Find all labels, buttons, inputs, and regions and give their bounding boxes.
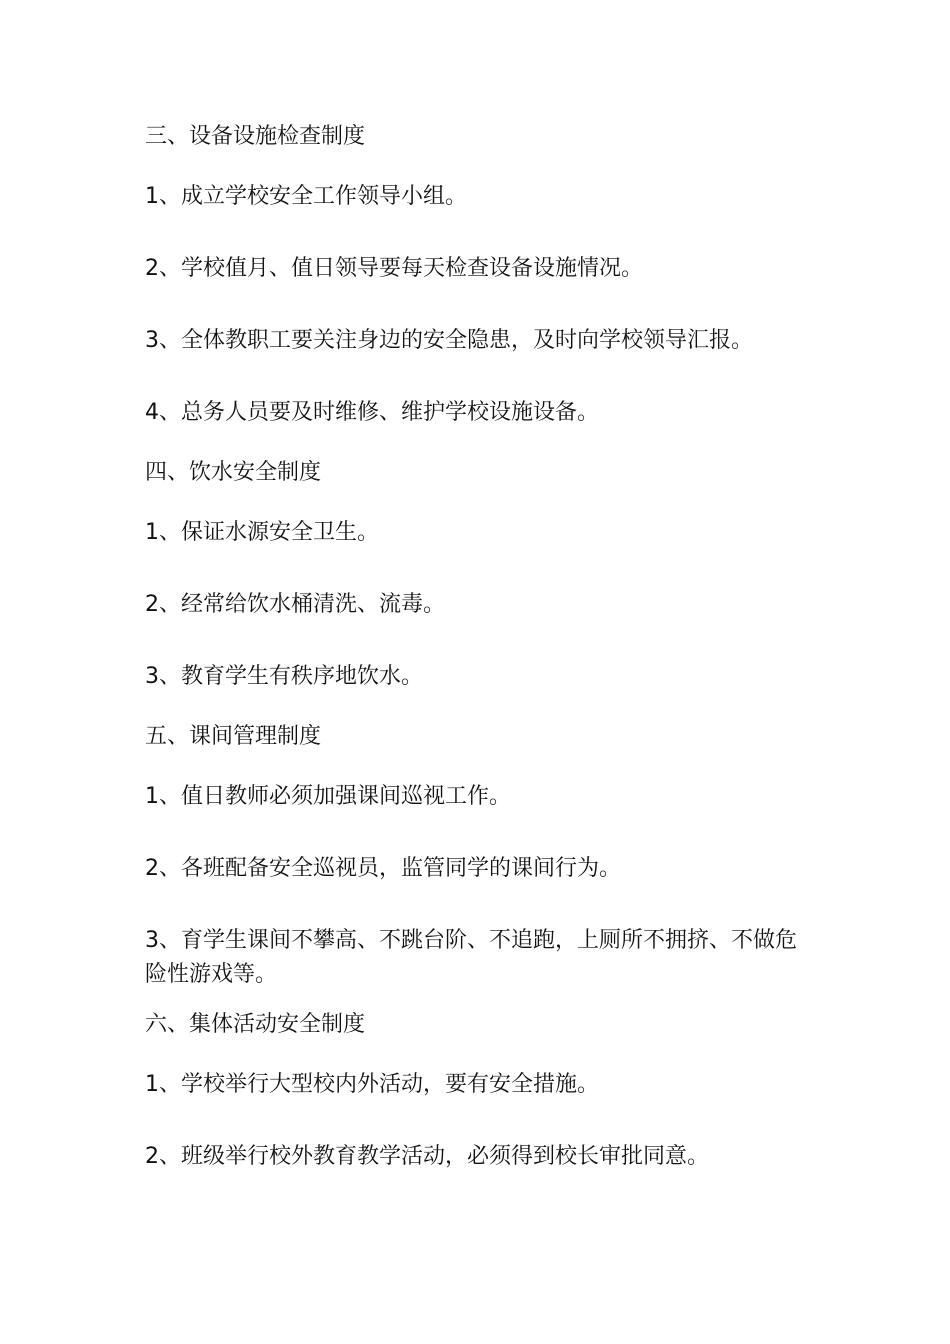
section-heading-drinking-water: 四、饮水安全制度 (145, 460, 322, 485)
list-item: 2、班级举行校外教育教学活动，必须得到校长审批同意。 (145, 1144, 709, 1169)
section-heading-equipment-inspection: 三、设备设施检查制度 (145, 124, 366, 149)
section-heading-break-management: 五、课间管理制度 (145, 724, 322, 749)
list-item: 1、值日教师必须加强课间巡视工作。 (145, 784, 511, 809)
list-item: 1、保证水源安全卫生。 (145, 520, 379, 545)
list-item: 3、教育学生有秩序地饮水。 (145, 664, 423, 689)
section-heading-group-activity: 六、集体活动安全制度 (145, 1012, 366, 1037)
list-item: 2、经常给饮水桶清洗、流毒。 (145, 592, 445, 617)
list-item: 1、学校举行大型校内外活动，要有安全措施。 (145, 1072, 599, 1097)
list-item: 3、育学生课间不攀高、不跳台阶、不追跑，上厕所不拥挤、不做危险性游戏等。 (145, 928, 797, 987)
list-item: 4、总务人员要及时维修、维护学校设施设备。 (145, 400, 599, 425)
list-item: 2、学校值月、值日领导要每天检查设备设施情况。 (145, 256, 643, 281)
list-item: 1、成立学校安全工作领导小组。 (145, 184, 467, 209)
list-item: 3、全体教职工要关注身边的安全隐患，及时向学校领导汇报。 (145, 328, 753, 353)
list-item: 2、各班配备安全巡视员，监管同学的课间行为。 (145, 856, 621, 881)
